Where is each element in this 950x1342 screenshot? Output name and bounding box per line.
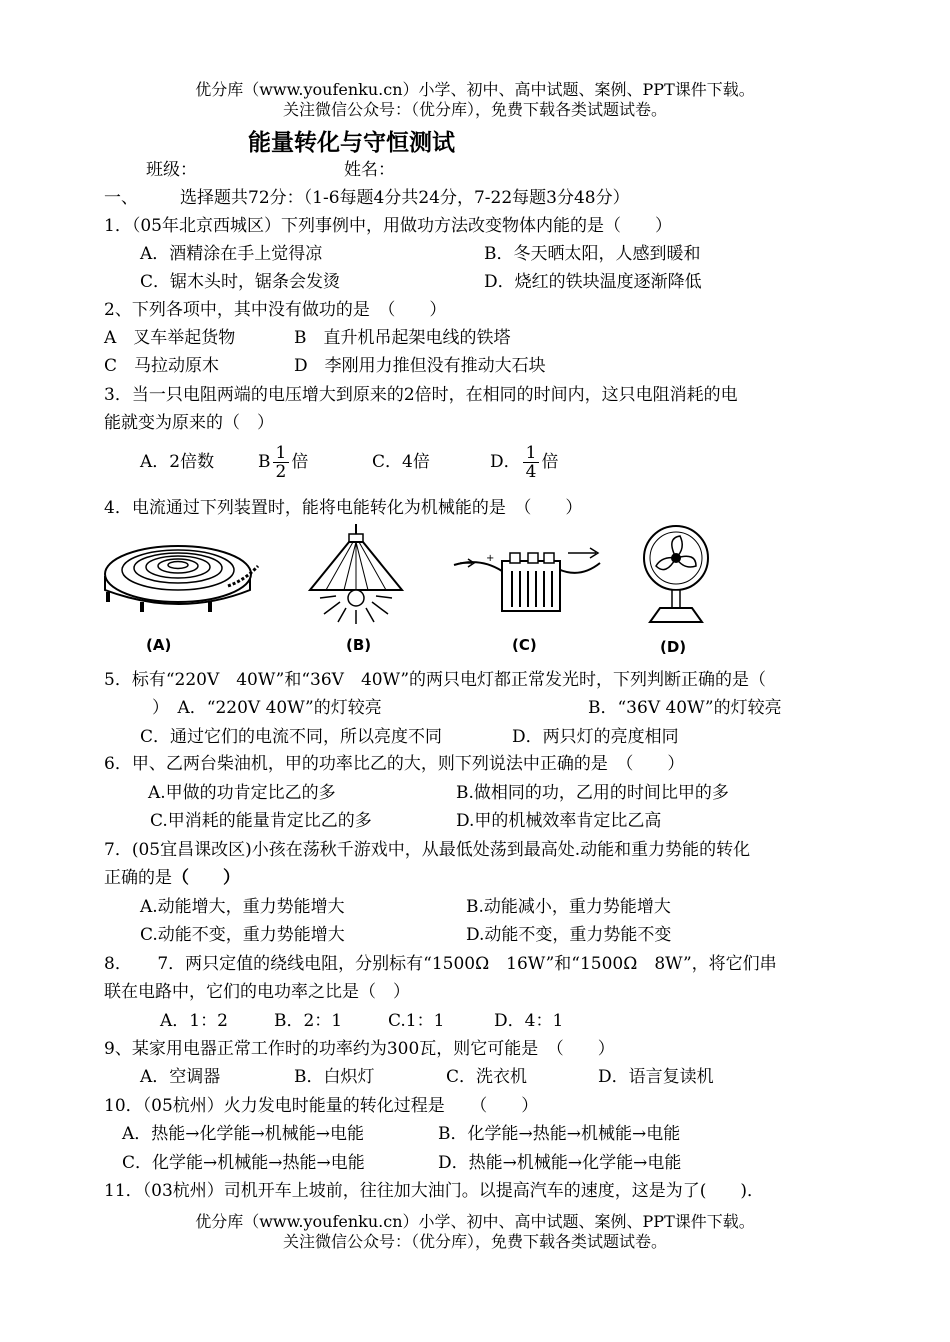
q6-option-c: C.甲消耗的能量肯定比乙的多 bbox=[150, 811, 372, 831]
battery-figure bbox=[450, 535, 610, 623]
q8-option-b: B．2：1 bbox=[274, 1011, 343, 1031]
q10-stem: 10．（05杭州）火力发电时能量的转化过程是 （ ） bbox=[104, 1096, 539, 1116]
q8-option-c: C.1：1 bbox=[388, 1011, 445, 1031]
q3-option-d: D． $\frac{1}{4}$ 倍 bbox=[490, 443, 559, 482]
q7-stem-line2: 正确的是（ ） bbox=[104, 868, 240, 888]
q8-option-a: A．1：2 bbox=[160, 1011, 228, 1031]
name-label: 姓名： bbox=[344, 160, 395, 180]
q7-option-b: B.动能减小，重力势能增大 bbox=[466, 897, 671, 917]
header-line-1: 优分库（www.youfenku.cn）小学、初中、高中试题、案例、PPT课件下载。 bbox=[195, 80, 755, 99]
q5-stem: 5．标有“220V 40W”和“36V 40W”的两只电灯都正常发光时，下列判断正确的是（ bbox=[104, 670, 767, 690]
q5-option-b: B．“36V 40W”的灯较亮 bbox=[588, 698, 782, 718]
figure-caption-b: (B) bbox=[346, 636, 372, 654]
q6-option-a: A.甲做的功肯定比乙的多 bbox=[148, 783, 336, 803]
q6-option-d: D.甲的机械效率肯定比乙高 bbox=[456, 811, 662, 831]
q10-option-c: C．化学能→机械能→热能→电能 bbox=[122, 1153, 365, 1173]
q10-option-d: D．热能→机械能→化学能→电能 bbox=[438, 1153, 682, 1173]
q7-option-d: D.动能不变，重力势能不变 bbox=[466, 925, 672, 945]
q3-option-a: A．2倍数 bbox=[140, 452, 215, 472]
stove-figure bbox=[100, 528, 260, 618]
class-label: 班级： bbox=[146, 160, 197, 180]
header-line-2: 关注微信公众号：（优分库），免费下载各类试题试卷。 bbox=[282, 100, 667, 119]
q8-option-d: D．4：1 bbox=[494, 1011, 564, 1031]
q1-stem: 1．（05年北京西城区）下列事例中，用做功方法改变物体内能的是（ ） bbox=[104, 216, 672, 236]
q7-stem-line1: 7．(05宜昌课改区)小孩在荡秋千游戏中，从最低处荡到最高处.动能和重力势能的转化 bbox=[104, 840, 751, 860]
page-title: 能量转化与守恒测试 bbox=[248, 130, 455, 156]
q3-stem-line1: 3．当一只电阻两端的电压增大到原来的2倍时，在相同的时间内，这只电阻消耗的电 bbox=[104, 385, 738, 405]
q2-option-b: B 直升机吊起架电线的铁塔 bbox=[294, 328, 511, 348]
q3-fraction-half: $\frac{1}{2}$ bbox=[273, 444, 290, 481]
footer-line-2: 关注微信公众号：（优分库），免费下载各类试题试卷。 bbox=[282, 1232, 667, 1251]
q1-option-c: C．锯木头时，锯条会发烫 bbox=[140, 272, 341, 292]
q10-option-a: A．热能→化学能→机械能→电能 bbox=[122, 1124, 365, 1144]
q10-option-b: B．化学能→热能→机械能→电能 bbox=[438, 1124, 681, 1144]
q5-option-c: C．通过它们的电流不同，所以亮度不同 bbox=[140, 727, 443, 747]
q1-option-b: B．冬天晒太阳，人感到暖和 bbox=[484, 244, 701, 264]
q9-option-a: A．空调器 bbox=[140, 1067, 221, 1087]
q8-stem-line1: 8． 7．两只定值的绕线电阻，分别标有“1500Ω 16W”和“1500Ω 8W”，将它们串 bbox=[104, 954, 777, 974]
lamp-figure bbox=[296, 522, 416, 627]
q9-stem: 9、某家用电器正常工作时的功率约为300瓦，则它可能是 （ ） bbox=[104, 1039, 615, 1059]
q7-option-a: A.动能增大，重力势能增大 bbox=[140, 897, 345, 917]
figure-caption-d: (D) bbox=[660, 638, 687, 656]
q1-option-d: D．烧红的铁块温度逐渐降低 bbox=[484, 272, 702, 292]
section-heading: 选择题共72分：（1-6每题4分共24分，7-22每题3分48分） bbox=[180, 188, 630, 208]
q9-option-c: C．洗衣机 bbox=[446, 1067, 528, 1087]
q2-stem: 2、下列各项中，其中没有做功的是 （ ） bbox=[104, 300, 447, 320]
section-number: 一、 bbox=[104, 188, 138, 208]
q6-option-b: B.做相同的功，乙用的时间比甲的多 bbox=[456, 783, 729, 803]
q5-option-d: D．两只灯的亮度相同 bbox=[512, 727, 679, 747]
svg-text:+: + bbox=[486, 553, 495, 564]
figure-caption-a: (A) bbox=[146, 636, 172, 654]
q3-fraction-quarter: $\frac{1}{4}$ bbox=[523, 444, 540, 481]
q2-option-a: A 叉车举起货物 bbox=[104, 328, 236, 348]
footer-line-1: 优分库（www.youfenku.cn）小学、初中、高中试题、案例、PPT课件下载。 bbox=[195, 1212, 755, 1231]
q7-option-c: C.动能不变，重力势能增大 bbox=[140, 925, 345, 945]
q8-stem-line2: 联在电路中，它们的电功率之比是（ ） bbox=[104, 982, 410, 1002]
q2-option-c: C 马拉动原木 bbox=[104, 356, 220, 376]
q3-stem-line2: 能就变为原来的（ ） bbox=[104, 413, 274, 433]
q9-option-d: D．语言复读机 bbox=[598, 1067, 714, 1087]
q6-stem: 6．甲、乙两台柴油机，甲的功率比乙的大，则下列说法中正确的是 （ ） bbox=[104, 754, 685, 774]
q4-stem: 4．电流通过下列装置时，能将电能转化为机械能的是 （ ） bbox=[104, 498, 583, 518]
q11-stem: 11．（03杭州）司机开车上坡前，往往加大油门。以提高汽车的速度，这是为了( )． bbox=[104, 1181, 765, 1201]
q5-option-a: ） A．“220V 40W”的灯较亮 bbox=[152, 698, 382, 718]
fan-figure bbox=[636, 522, 716, 632]
q1-option-a: A．酒精涂在手上觉得凉 bbox=[140, 244, 323, 264]
q9-option-b: B．白炽灯 bbox=[294, 1067, 375, 1087]
q3-option-b: B $\frac{1}{2}$ 倍 bbox=[258, 443, 309, 482]
figure-caption-c: (C) bbox=[512, 636, 537, 654]
q2-option-d: D 李刚用力推但没有推动大石块 bbox=[294, 356, 546, 376]
q3-option-c: C．4倍 bbox=[372, 452, 430, 472]
